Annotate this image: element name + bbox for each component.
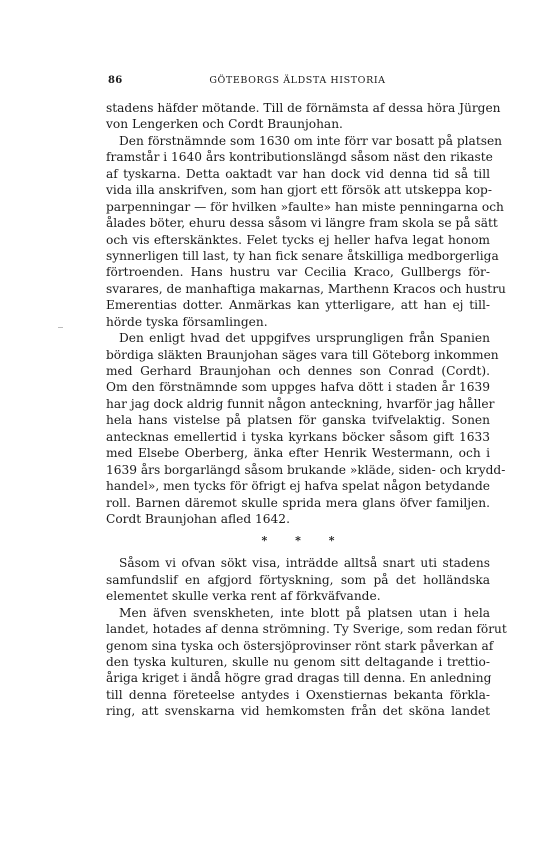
text-line: Cordt Braunjohan afled 1642. <box>106 511 290 526</box>
text-line: antecknas emellertid i tyska kyrkans böcker såsom gift 1633 <box>106 429 490 444</box>
text-line: roll. Barnen däremot skulle sprida mera glans öfver familjen. <box>106 495 490 510</box>
text-line: Den förstnämnde som 1630 om inte förr var bosatt på platsen <box>119 133 503 148</box>
paragraph-fortyskning <box>106 555 490 604</box>
paragraph-continuation <box>106 100 501 133</box>
section-break-ornament: * * * <box>261 534 347 548</box>
text-line: den tyska kulturen, skulle nu genom sitt deltagande i trettio- <box>106 655 490 669</box>
text-line: med Gerhard Braunjohan och dennes son Conrad (Cordt). <box>106 364 490 378</box>
text-line: svarares, de manhaftiga makarnas, Marthenn Kracos och hustru <box>106 281 506 296</box>
text-line: Emerentias dotter. Anmärkas kan ytterligare, att han ej till- <box>106 298 490 313</box>
page-header <box>108 75 487 91</box>
text-line: 1639 års borgarlängd såsom brukande »kläde, siden- och krydd- <box>106 462 506 477</box>
text-line: åriga kriget i ändå högre grad dragas till denna. En anledning <box>106 671 492 686</box>
page-number: 86 <box>108 75 123 86</box>
text-line: af tyskarna. Detta oaktadt var han dock vid denna tid så till <box>106 166 490 181</box>
text-line: stadens häfder mötande. Till de förnämsta af dessa höra Jürgen <box>106 101 501 115</box>
text-line: parpenningar — för hvilken »faulte» han miste penningarna och <box>106 199 504 214</box>
text-line: Den enligt hvad det uppgifves ursprungligen från Spanien <box>119 331 490 346</box>
text-line: vida illa anskrifven, som han gjort ett försök att utskeppa kop- <box>106 183 492 198</box>
paragraph-lengerken <box>106 133 506 330</box>
text-line: samfundslif en afgjord förtyskning, som på det holländska <box>106 572 490 587</box>
text-line: förtroenden. Hans hustru var Cecilia Kraco, Gullbergs för- <box>106 265 490 280</box>
body-text <box>106 100 507 720</box>
text-line: handel», men tycks för öfrigt ej hafva spelat någon betydande <box>106 479 490 494</box>
text-line: genom sina tyska och östersjöprovinser rönt stark påverkan af <box>106 638 494 653</box>
text-line: Men äfven svenskheten, inte blott på platsen utan i hela <box>119 605 490 620</box>
paragraph-svenskheten <box>106 605 507 720</box>
text-line: har jag dock aldrig funnit någon anteckning, hvarför jag håller <box>106 396 495 411</box>
text-line: med Elsebe Oberberg, änka efter Henrik Westermann, och i <box>106 446 490 461</box>
margin-mark <box>58 327 63 328</box>
text-line: till denna företeelse antydes i Oxenstiernas bekanta förkla- <box>106 687 490 702</box>
text-line: ring, att svenskarna vid hemkomsten från det sköna landet <box>106 704 490 719</box>
paragraph-braunjohan <box>106 330 506 527</box>
text-line: bördiga släkten Braunjohan säges vara till Göteborg inkommen <box>106 347 499 362</box>
text-line: och vis efterskänktes. Felet tycks ej heller hafva legat honom <box>106 232 490 247</box>
text-line: Såsom vi ofvan sökt visa, inträdde alltså snart uti stadens <box>119 556 490 571</box>
text-line: hela hans vistelse på platsen för ganska tvifvelaktig. Sonen <box>106 413 490 428</box>
text-line: synnerligen till last, ty han fick senare åtskilliga medborgerliga <box>106 248 499 263</box>
text-line: Om den förstnämnde som uppges hafva dött i staden år 1639 <box>106 380 490 395</box>
text-line: ålades böter, ehuru dessa såsom vi längre fram skola se på sätt <box>106 216 498 231</box>
text-line: hörde tyska församlingen. <box>106 314 268 329</box>
text-line: von Lengerken och Cordt Braunjohan. <box>106 117 343 132</box>
text-line: framstår i 1640 års kontributionslängd såsom näst den rikaste <box>106 150 493 165</box>
text-line: landet, hotades af denna strömning. Ty Sverige, som redan förut <box>106 622 507 637</box>
text-line: elementet skulle verka rent af förkväfvande. <box>106 589 381 604</box>
running-head: GÖTEBORGS ÄLDSTA HISTORIA <box>209 75 386 86</box>
